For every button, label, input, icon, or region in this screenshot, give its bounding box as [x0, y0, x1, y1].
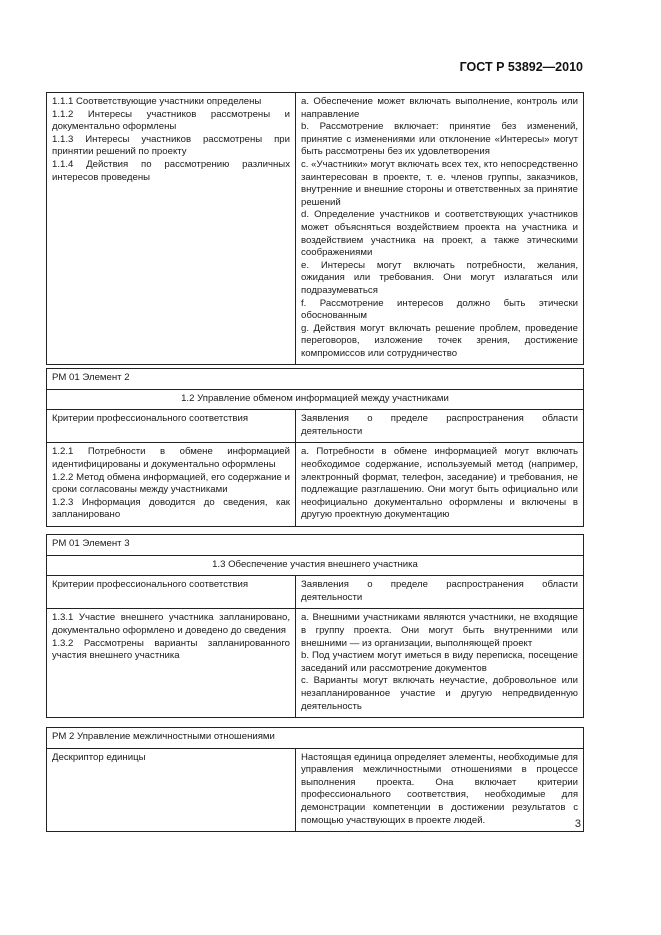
scope-statement: f. Рассмотрение интересов должно быть этически обоснованным [301, 297, 578, 322]
table-row [47, 369, 584, 390]
criteria-cell [47, 443, 296, 527]
document-code: ГОСТ Р 53892—2010 [459, 60, 583, 74]
table-row [47, 748, 584, 832]
scope-statement: b. Под участием могут иметься в виду переписка, посещение заседаний или рассмотрение документов [301, 650, 578, 674]
criteria-cell [47, 93, 296, 365]
unit-pm2-table [46, 727, 584, 832]
criterion: 1.2.3 Информация доводится до сведения, как запланировано [52, 496, 290, 521]
criterion: 1.3.1 Участие внешнего участника запланировано, документально оформлено и доведено до сведения [52, 612, 290, 636]
element-label: PM 01 Элемент 2 [47, 369, 584, 390]
scope-statement: e. Интересы могут включать потребности, желания, ожидания или требования. Они могут излагаться или подразумеваться [301, 259, 578, 296]
criteria-cell [47, 609, 296, 718]
scope-cell [296, 93, 584, 365]
scope-statement: a. Внешними участниками являются участники, не входящие в группу проекта. Они могут быть внутренними или внешними — из организации, выполняющей проект [301, 612, 578, 649]
criterion: 1.1.3 Интересы участников рассмотрены при принятии решений по проекту [52, 133, 290, 158]
scope-cell [296, 609, 584, 718]
scope-statement: b. Рассмотрение включает: принятие без изменений, принятие с изменениями или отклонение «Интересы» могут быть рассмотрены без их удовлетворения [301, 121, 578, 158]
element-3-table [46, 534, 584, 718]
element-title: 1.2 Управление обменом информацией между участниками [47, 389, 584, 410]
element-1-table [46, 92, 584, 365]
scope-statement: a. Обеспечение может включать выполнение, контроль или направление [301, 96, 578, 120]
scope-statement: d. Определение участников и соответствующих участников может объясняться воздействием проекта на участника и воздействием участника на проект, а также этическими соображениями [301, 209, 578, 259]
element-label: PM 01 Элемент 3 [47, 535, 584, 556]
column-header-criteria: Критерии профессионального соответствия [47, 410, 296, 443]
criterion: 1.1.2 Интересы участников рассмотрены и документально оформлены [52, 108, 290, 133]
table-header-row [47, 410, 584, 443]
table-row [47, 535, 584, 556]
criterion: 1.1.4 Действия по рассмотрению различных интересов проведены [52, 158, 290, 183]
table-row [47, 93, 584, 365]
criterion: 1.3.2 Рассмотрены варианты запланированного участия внешнего участника [52, 637, 290, 662]
column-header-scope: Заявления о пределе распространения области деятельности [296, 576, 584, 609]
table-row [47, 609, 584, 718]
table-header-row [47, 576, 584, 609]
element-2-table [46, 368, 584, 527]
table-row [47, 555, 584, 576]
unit-title: PM 2 Управление межличностными отношениями [47, 728, 584, 749]
table-row [47, 443, 584, 527]
table-row [47, 728, 584, 749]
criterion: 1.1.1 Соответствующие участники определены [52, 96, 262, 107]
element-title: 1.3 Обеспечение участия внешнего участника [47, 555, 584, 576]
column-header-criteria: Критерии профессионального соответствия [47, 576, 296, 609]
scope-cell [296, 443, 584, 527]
scope-statement: g. Действия могут включать решение проблем, проведение переговоров, изложение точек зрения, достижение компромиссов или сотрудничество [301, 322, 578, 359]
scope-statement: c. «Участники» могут включать всех тех, кто непосредственно заинтересован в проекте, т. е. членов группы, заказчиков, внутренние и внешние стороны и ответственных за принятие решений [301, 158, 578, 208]
criterion: 1.2.2 Метод обмена информацией, его содержание и сроки согласованы между участниками [52, 471, 290, 496]
descriptor-label: Дескриптор единицы [47, 748, 296, 832]
page-number: 3 [574, 818, 581, 830]
criterion: 1.2.1 Потребности в обмене информацией идентифицированы и документально оформлены [52, 446, 290, 470]
descriptor-text: Настоящая единица определяет элементы, необходимые для управления межличностными отношениями в процессе выполнения проекта. Она включает критерии профессионального соответствия, необходимые для демонстрации компетенции в достижении результатов с помощью участвующих в проекте людей. [296, 748, 584, 832]
column-header-scope: Заявления о пределе распространения области деятельности [296, 410, 584, 443]
scope-statement: a. Потребности в обмене информацией могут включать необходимое содержание, используемый метод (например, электронный формат, телефон, заседание) и требования, не подлежащие разглашению. Они могут быть официально или неофициально документально оформлены и включены в другую проектную документацию [301, 446, 578, 521]
table-row [47, 389, 584, 410]
scope-statement: c. Варианты могут включать неучастие, добровольное или незапланированное участие и другую непредвиденную деятельность [301, 675, 578, 712]
